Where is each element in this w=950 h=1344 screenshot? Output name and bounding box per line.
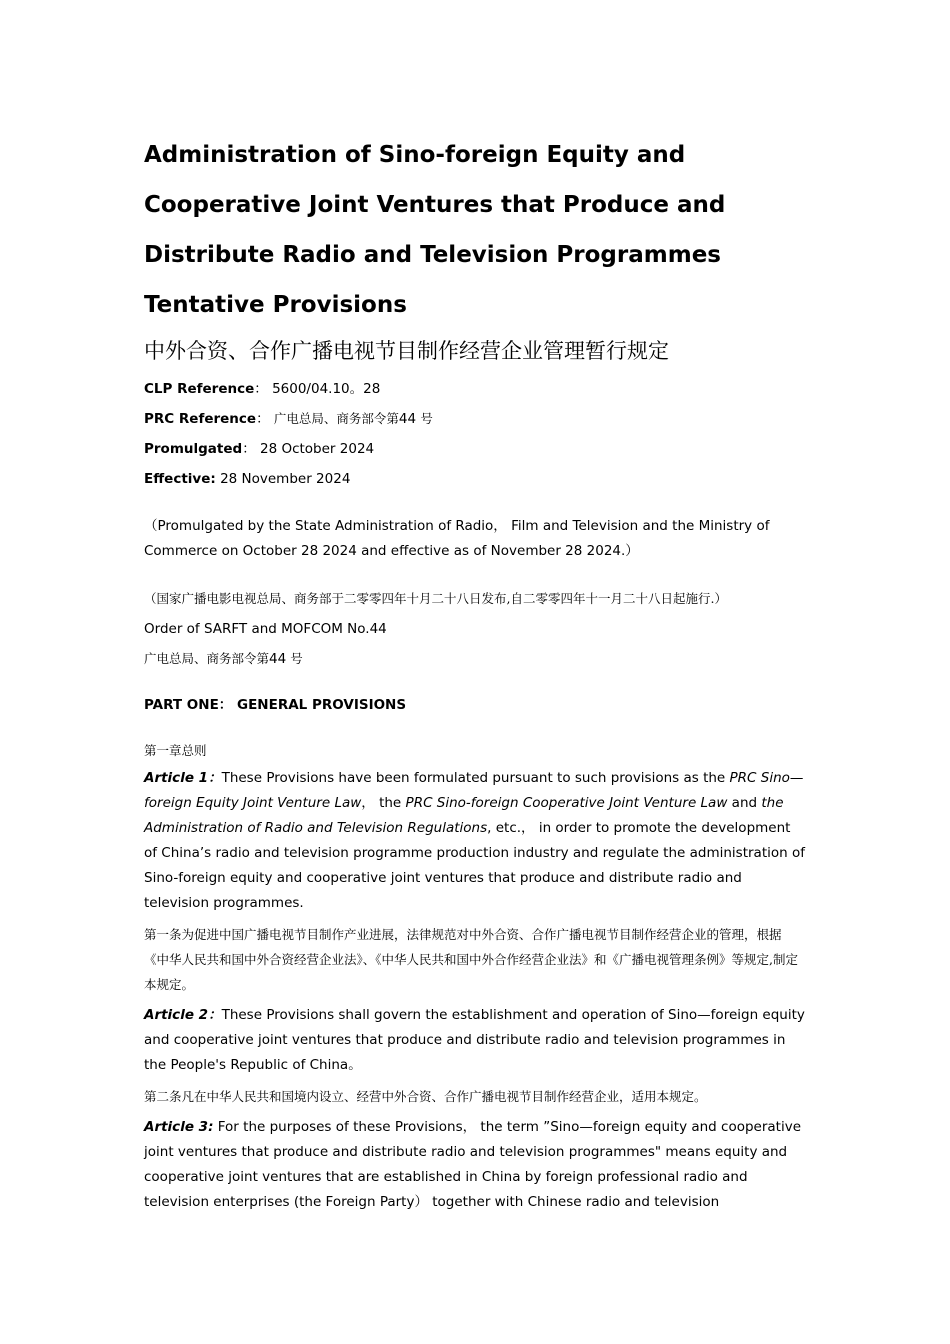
part-one-heading: PART ONE： GENERAL PROVISIONS — [144, 697, 407, 713]
order-chinese-suffix: 号 — [290, 651, 303, 666]
article-1-chinese: 第一条为促进中国广播电视节目制作产业进展，法律规范对中外合资、合作广播电视节目制作经营企业的管理，根据《中华人民共和国中外合资经营企业法》、《中华人民共和国中外合作经营企业法》和《广播电视管理条例》等规定,制定本规定。 — [144, 927, 798, 992]
prc-reference-value: 广电总局、商务部令第 — [273, 411, 399, 426]
article-1-text-part: ， the — [361, 795, 406, 811]
document-title — [144, 130, 806, 330]
article-1-law-title: PRC Sino-foreign Cooperative Joint Venture Law — [405, 795, 728, 811]
title-line: Cooperative Joint Ventures that Produce and — [144, 192, 726, 218]
title-line: Tentative Provisions — [144, 292, 407, 318]
title-line: Administration of Sino-foreign Equity and — [144, 142, 686, 168]
effective-date — [144, 464, 806, 494]
effective-value: 28 November 2024 — [220, 471, 351, 487]
promulgated-date — [144, 434, 806, 464]
article-1-text-part: and — [727, 795, 762, 811]
clp-reference — [144, 374, 806, 404]
article-3-english — [144, 1115, 806, 1215]
document-title-chinese: 中外合资、合作广播电视节目制作经营企业管理暂行规定 — [144, 339, 669, 363]
article-1-text-part: , etc.， in order to promote the development of China’s radio and television programme production industry and regulate the administration of Sino-foreign equity and cooperative joint ventures that produce and distribute radio and television programmes. — [144, 820, 805, 911]
promulgated-value: 28 October 2024 — [259, 441, 375, 457]
document-page — [144, 130, 806, 1215]
promulgation-note-english: （Promulgated by the State Administration of Radio， Film and Television and the Ministry of Commerce on October 28 2024 and effective as of November 28 2024.） — [144, 518, 770, 559]
article-1-law-title: PRC Sino—foreign Equity Joint Venture Law — [144, 770, 804, 811]
article-1-english — [144, 766, 806, 916]
article-2-text: These Provisions shall govern the establishment and operation of Sino—foreign equity and cooperative joint ventures that produce and distribute radio and television programmes in the People's Republic of China。 — [144, 1007, 805, 1073]
chapter-heading-chinese: 第一章总则 — [144, 743, 207, 758]
article-1-separator: ： — [208, 770, 222, 786]
promulgation-note-chinese: （国家广播电影电视总局、商务部于二零零四年十月二十八日发布,自二零零四年十一月二十八日起施行.） — [144, 591, 727, 606]
article-2-separator: ： — [208, 1007, 222, 1023]
prc-reference-suffix: 号 — [420, 411, 433, 426]
clp-reference-separator: ： — [254, 381, 268, 397]
title-line: Distribute Radio and Television Programmes — [144, 242, 721, 268]
order-chinese-prefix: 广电总局、商务部令第 — [144, 651, 270, 666]
clp-reference-label: CLP Reference — [144, 381, 255, 397]
prc-reference-label: PRC Reference — [144, 411, 257, 427]
prc-reference — [144, 404, 806, 434]
effective-label: Effective: — [144, 471, 216, 487]
article-3-label: Article 3: — [144, 1119, 214, 1135]
clp-reference-value: 5600/04.10。28 — [272, 381, 381, 397]
promulgated-separator: ： — [242, 441, 256, 457]
article-1-regulation-title: the Administration of Radio and Television Regulations — [144, 795, 784, 836]
article-2-chinese: 第二条凡在中华人民共和国境内设立、经营中外合资、合作广播电视节目制作经营企业，适用本规定。 — [144, 1089, 707, 1104]
article-2-english — [144, 1003, 806, 1078]
order-chinese — [144, 644, 806, 674]
prc-reference-separator: ： — [256, 411, 270, 427]
promulgated-label: Promulgated — [144, 441, 243, 457]
order-chinese-number: 44 — [269, 651, 287, 667]
article-2-label: Article 2 — [144, 1007, 209, 1023]
article-1-text-part: These Provisions have been formulated pursuant to such provisions as the — [221, 770, 730, 786]
prc-reference-number: 44 — [398, 411, 417, 427]
order-english: Order of SARFT and MOFCOM No.44 — [144, 621, 387, 637]
article-3-text: For the purposes of these Provisions， the term ”Sino—foreign equity and cooperative joint ventures that produce and distribute radio and television programmes" means equity and cooperative joint ventures that are established in China by foreign professional radio and television enterprises (the Foreign Party） together with Chinese radio and television — [144, 1119, 802, 1210]
article-1-label: Article 1 — [144, 770, 209, 786]
